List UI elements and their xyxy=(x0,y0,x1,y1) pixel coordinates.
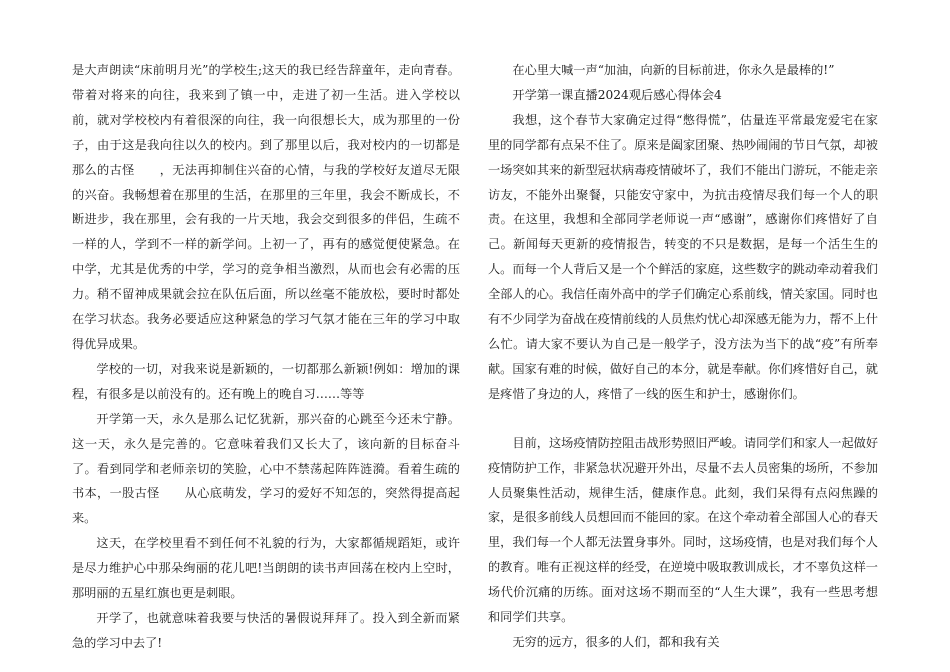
section-title: 开学第一课直播2024观后感心得体会4 xyxy=(512,87,722,102)
right-column xyxy=(488,58,878,655)
paragraph: 目前，这场疫情防控阻击战形势照旧严峻。请同学们和家人一起做好疫情防护工作，非紧急状况避开外出，尽量不去人员密集的场所，不参加人员聚集性活动，规律生活，健康作息。此刻，我们呆得有点闷焦躁的家，是很多前线人员想回而不能回的家。在这个牵动着全部国人心的春天里，我们每一个人都无法置身事外。同时，这场疫情，也是对我们每个人的教育。唯有正视这样的经受，在逆境中吸取教训成长，才不辜负这样一场代价沉痛的历练。面对这场不期而至的“人生大课”，我有一些思考想和同学们共享。 xyxy=(488,435,879,625)
paragraph: 无穷的远方，很多的人们，都和我有关 xyxy=(512,634,720,649)
paragraph: 开学了，也就意味着我要与快活的暑假说拜拜了。投入到全新而紧急的学习中去了! xyxy=(72,610,460,650)
paragraph: 我想，这个春节大家确定过得“憋得慌”，估量连平常最宠爱宅在家里的同学都有点呆不住了。原来是阖家团聚、热吵闹闹的节日气氛，却被一场突如其来的新型冠状病毒疫情破坏了，我们不能出门游玩，不能走亲访友，不能外出聚餐，只能安守家中，为抗击疫情尽我们每一个人的职责。在这里，我想和全部同学老师说一声“感谢”，感谢你们疼惜好了自己。新闻每天更新的疫情报告，转变的不只是数据，是每一个活生生的人。而每一个人背后又是一个个鲜活的家庭，这些数字的跳动牵动着我们全部人的心。我信任南外高中的学子们确定心系前线，情关家国。同时也有不少同学为奋战在疫情前线的人员焦灼忧心却深感无能为力，帮不上什么忙。请大家不要认为自己是一般学子，没方法为当下的战“疫”有所奉献。国家有难的时候，做好自己的本分，就是奉献。你们疼惜好自己，就是疼惜了身边的人，疼惜了一线的医生和护士，感谢你们。 xyxy=(488,112,878,401)
left-column xyxy=(72,58,460,656)
paragraph: 这天，在学校里看不到任何不礼貌的行为，大家都循规蹈矩，或许是尽力维护心中那朵绚丽的花儿吧!当朗朗的读书声回荡在校内上空时，那明丽的五星红旗也更是刺眼。 xyxy=(72,536,460,601)
paragraph: 是大声朗读“床前明月光”的学校生;这天的我已经告辞童年，走向青春。带着对将来的向往，我来到了镇一中，走进了初一生活。进入学校以前，就对学校校内有着很深的向往，我一向很想长大，成为那里的一份子，由于这是我向往以久的校内。到了那里以后，我对校内的一切都是那么的古怪 ，无法再抑制住兴奋的心情，与我的学校好友道尽无限的兴奋。我畅想着在那里的生活，在那里的三年里，我会不断成长，不断进步，我在那里，会有我的一片天地，我会交到很多的伴侣，生疏不一样的人，学到不一样的新学问。上初一了，再有的感觉便使紧急。在中学，尤其是优秀的中学，学习的竞争相当激烈，从而也会有必需的压力。稍不留神成果就会拉在队伍后面，所以丝毫不能放松，要时时都处在学习状态。我务必要适应这种紧急的学习气氛才能在三年的学习中取得优异成果。 xyxy=(72,63,460,351)
paragraph: 学校的一切，对我来说是新颖的，一切都那么新颖!例如：增加的课程，有很多是以前没有的。还有晚上的晚自习……等等 xyxy=(72,361,460,401)
paragraph: 开学第一天，永久是那么记忆犹新，那兴奋的心跳至今还未宁静。这一天，永久是完善的。它意味着我们又长大了，该向新的目标奋斗了。看到同学和老师亲切的笑脸，心中不禁荡起阵阵涟漪。看着生疏的书本，一股古怪 从心底萌发，学习的爱好不知怎的，突然得提高起来。 xyxy=(72,411,460,526)
paragraph: 在心里大喊一声“加油，向新的目标前进，你永久是最棒的!” xyxy=(512,63,835,77)
paragraph-spacer xyxy=(488,407,878,431)
